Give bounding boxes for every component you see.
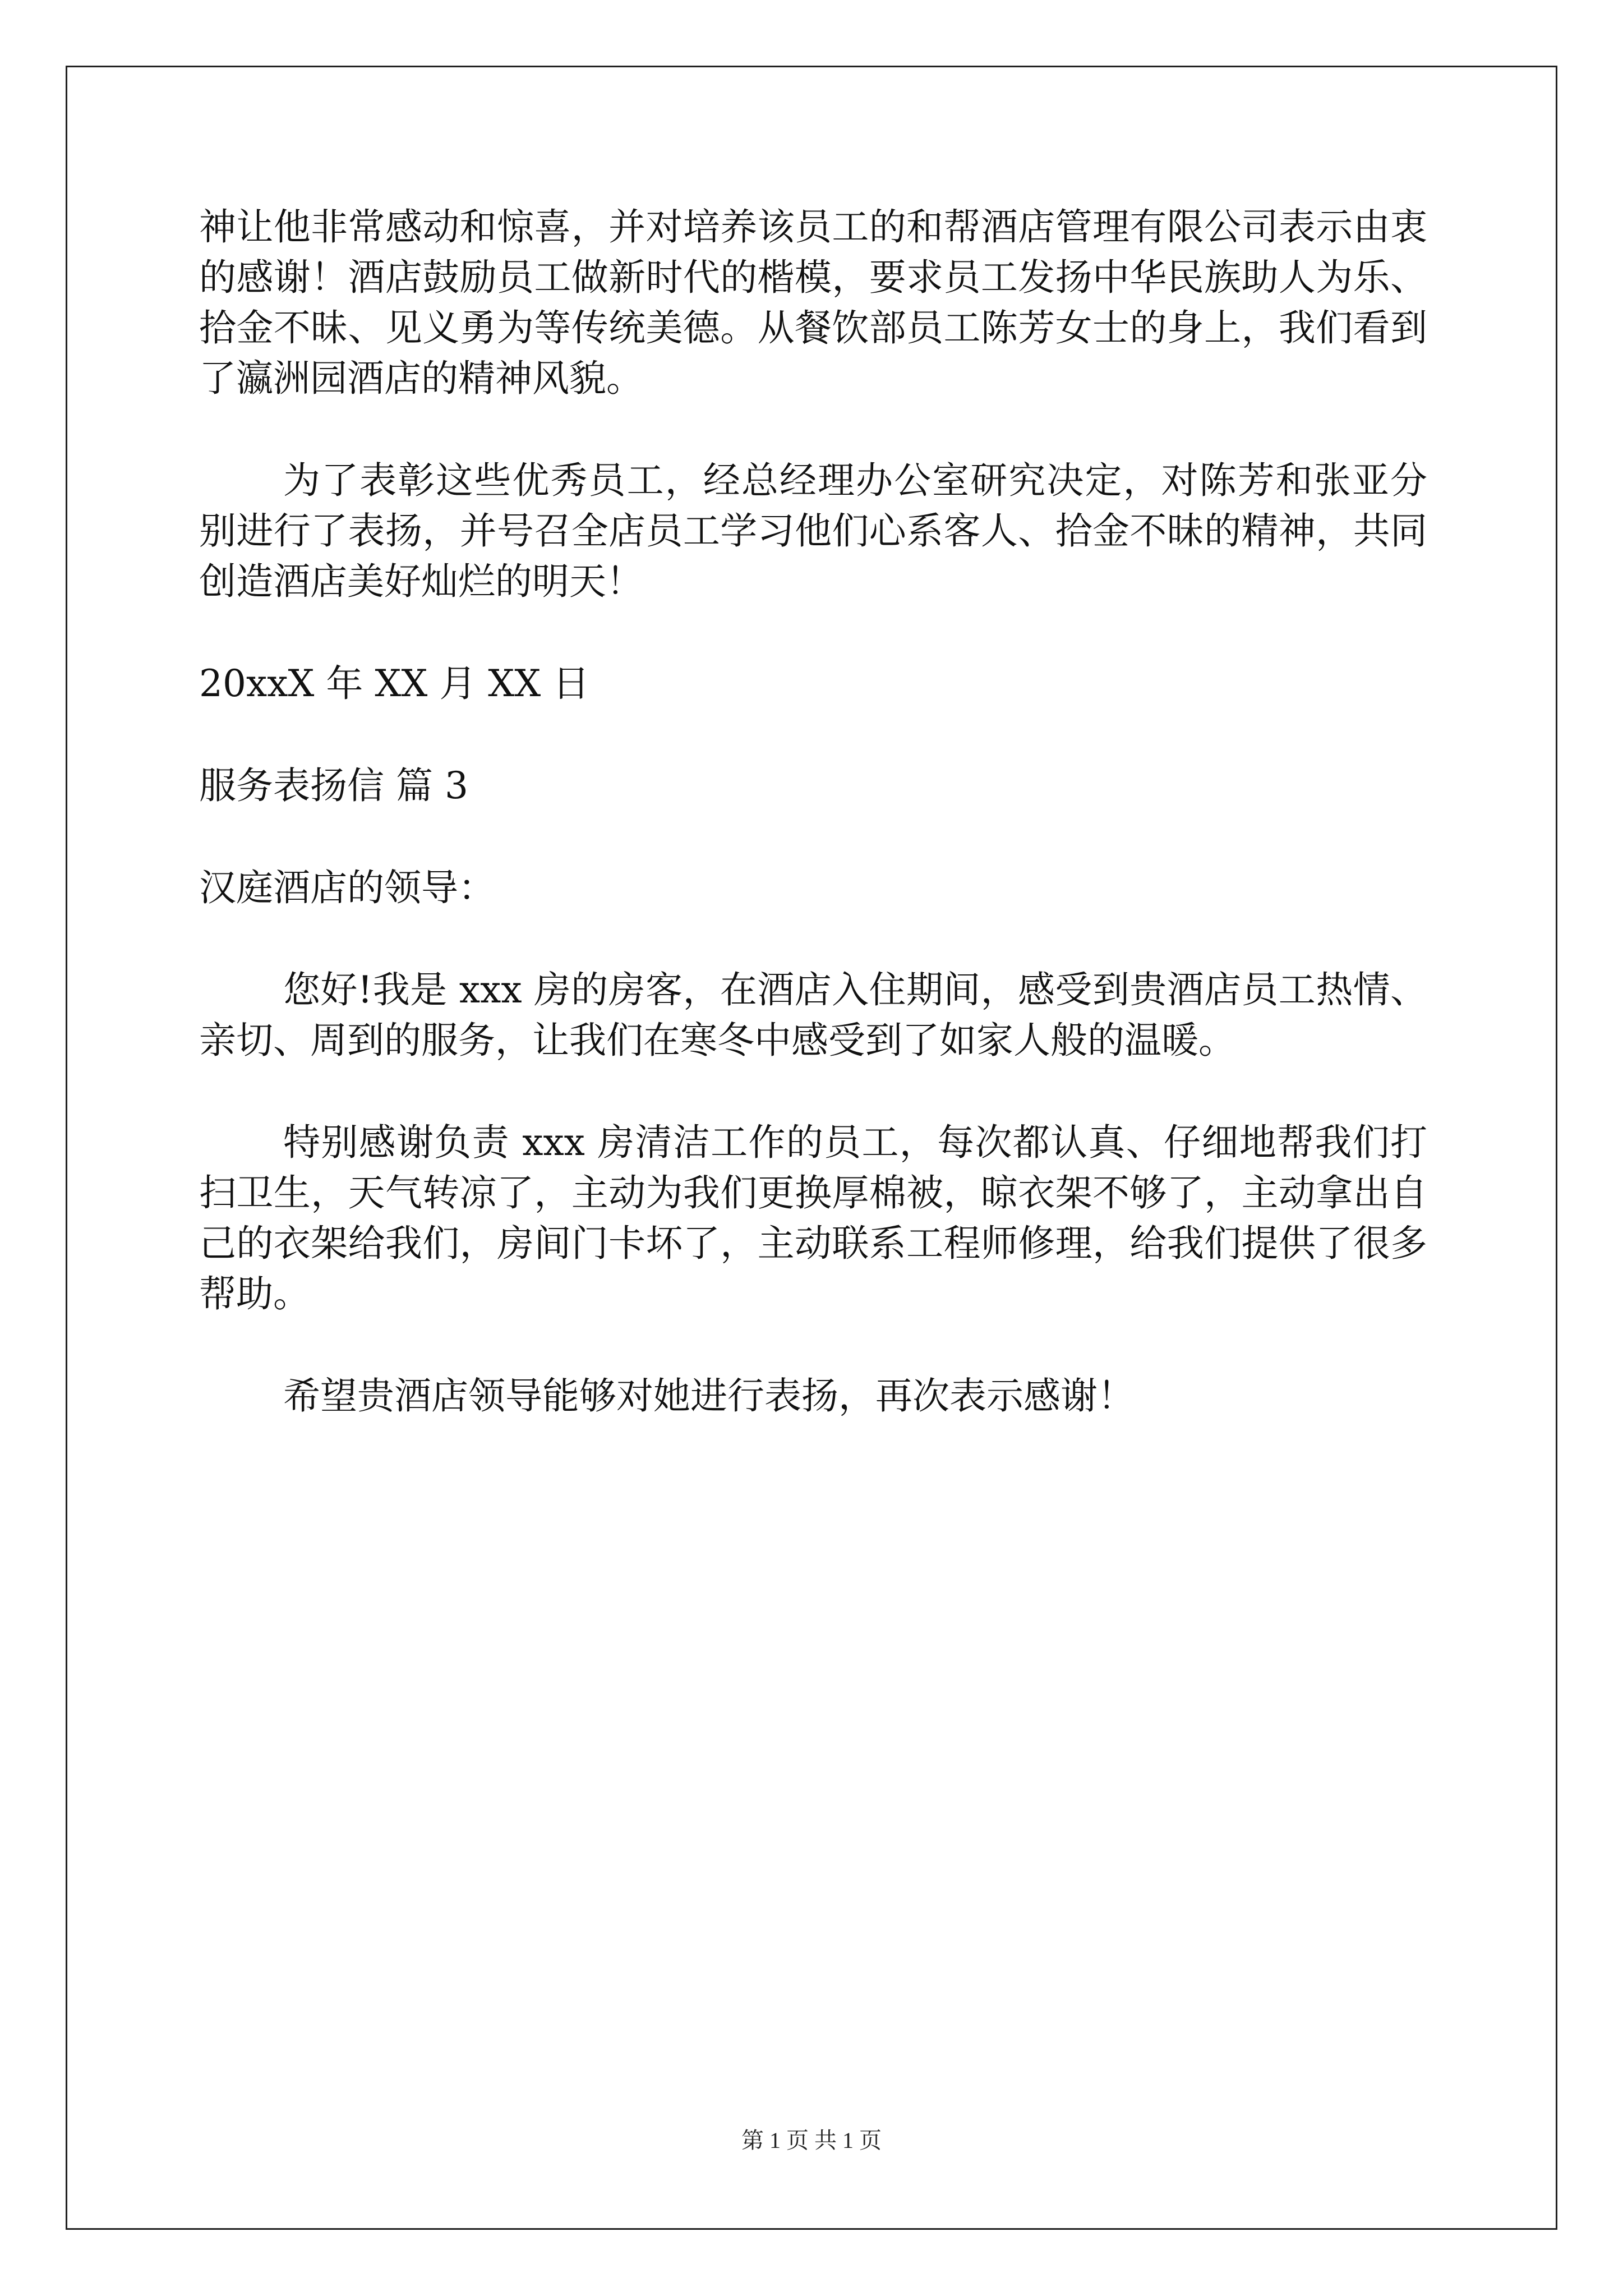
page-footer: 第 1 页 共 1 页 [741,2128,882,2153]
paragraph-greeting: 您好!我是 xxx 房的房客，在酒店入住期间，感受到贵酒店员工热情、亲切、周到的服务，让我们在寒冬中感受到了如家人般的温暖。 [199,968,1427,1062]
document-body [199,202,1427,1473]
salutation: 汉庭酒店的领导： [199,866,495,909]
date-line: 20xxX 年 XX 月 XX 日 [199,662,590,705]
section-title: 服务表扬信 篇 3 [199,764,468,807]
paragraph-thanks: 特别感谢负责 xxx 房清洁工作的员工，每次都认真、仔细地帮我们打扫卫生，天气转凉了，主动为我们更换厚棉被，晾衣架不够了，主动拿出自己的衣架给我们，房间门卡坏了，主动联系工程师修理，给我们提供了很多帮助。 [199,1121,1427,1315]
paragraph-closing: 希望贵酒店领导能够对她进行表扬，再次表示感谢！ [283,1374,1135,1418]
paragraph-continued: 神让他非常感动和惊喜，并对培养该员工的和帮酒店管理有限公司表示由衷的感谢！酒店鼓励员工做新时代的楷模，要求员工发扬中华民族助人为乐、拾金不昧、见义勇为等传统美德。从餐饮部员工陈芳女士的身上，我们看到了瀛洲园酒店的精神风貌。 [199,205,1427,400]
paragraph-commendation-decision: 为了表彰这些优秀员工，经总经理办公室研究决定，对陈芳和张亚分别进行了表扬，并号召全店员工学习他们心系客人、拾金不昧的精神，共同创造酒店美好灿烂的明天！ [199,459,1427,603]
